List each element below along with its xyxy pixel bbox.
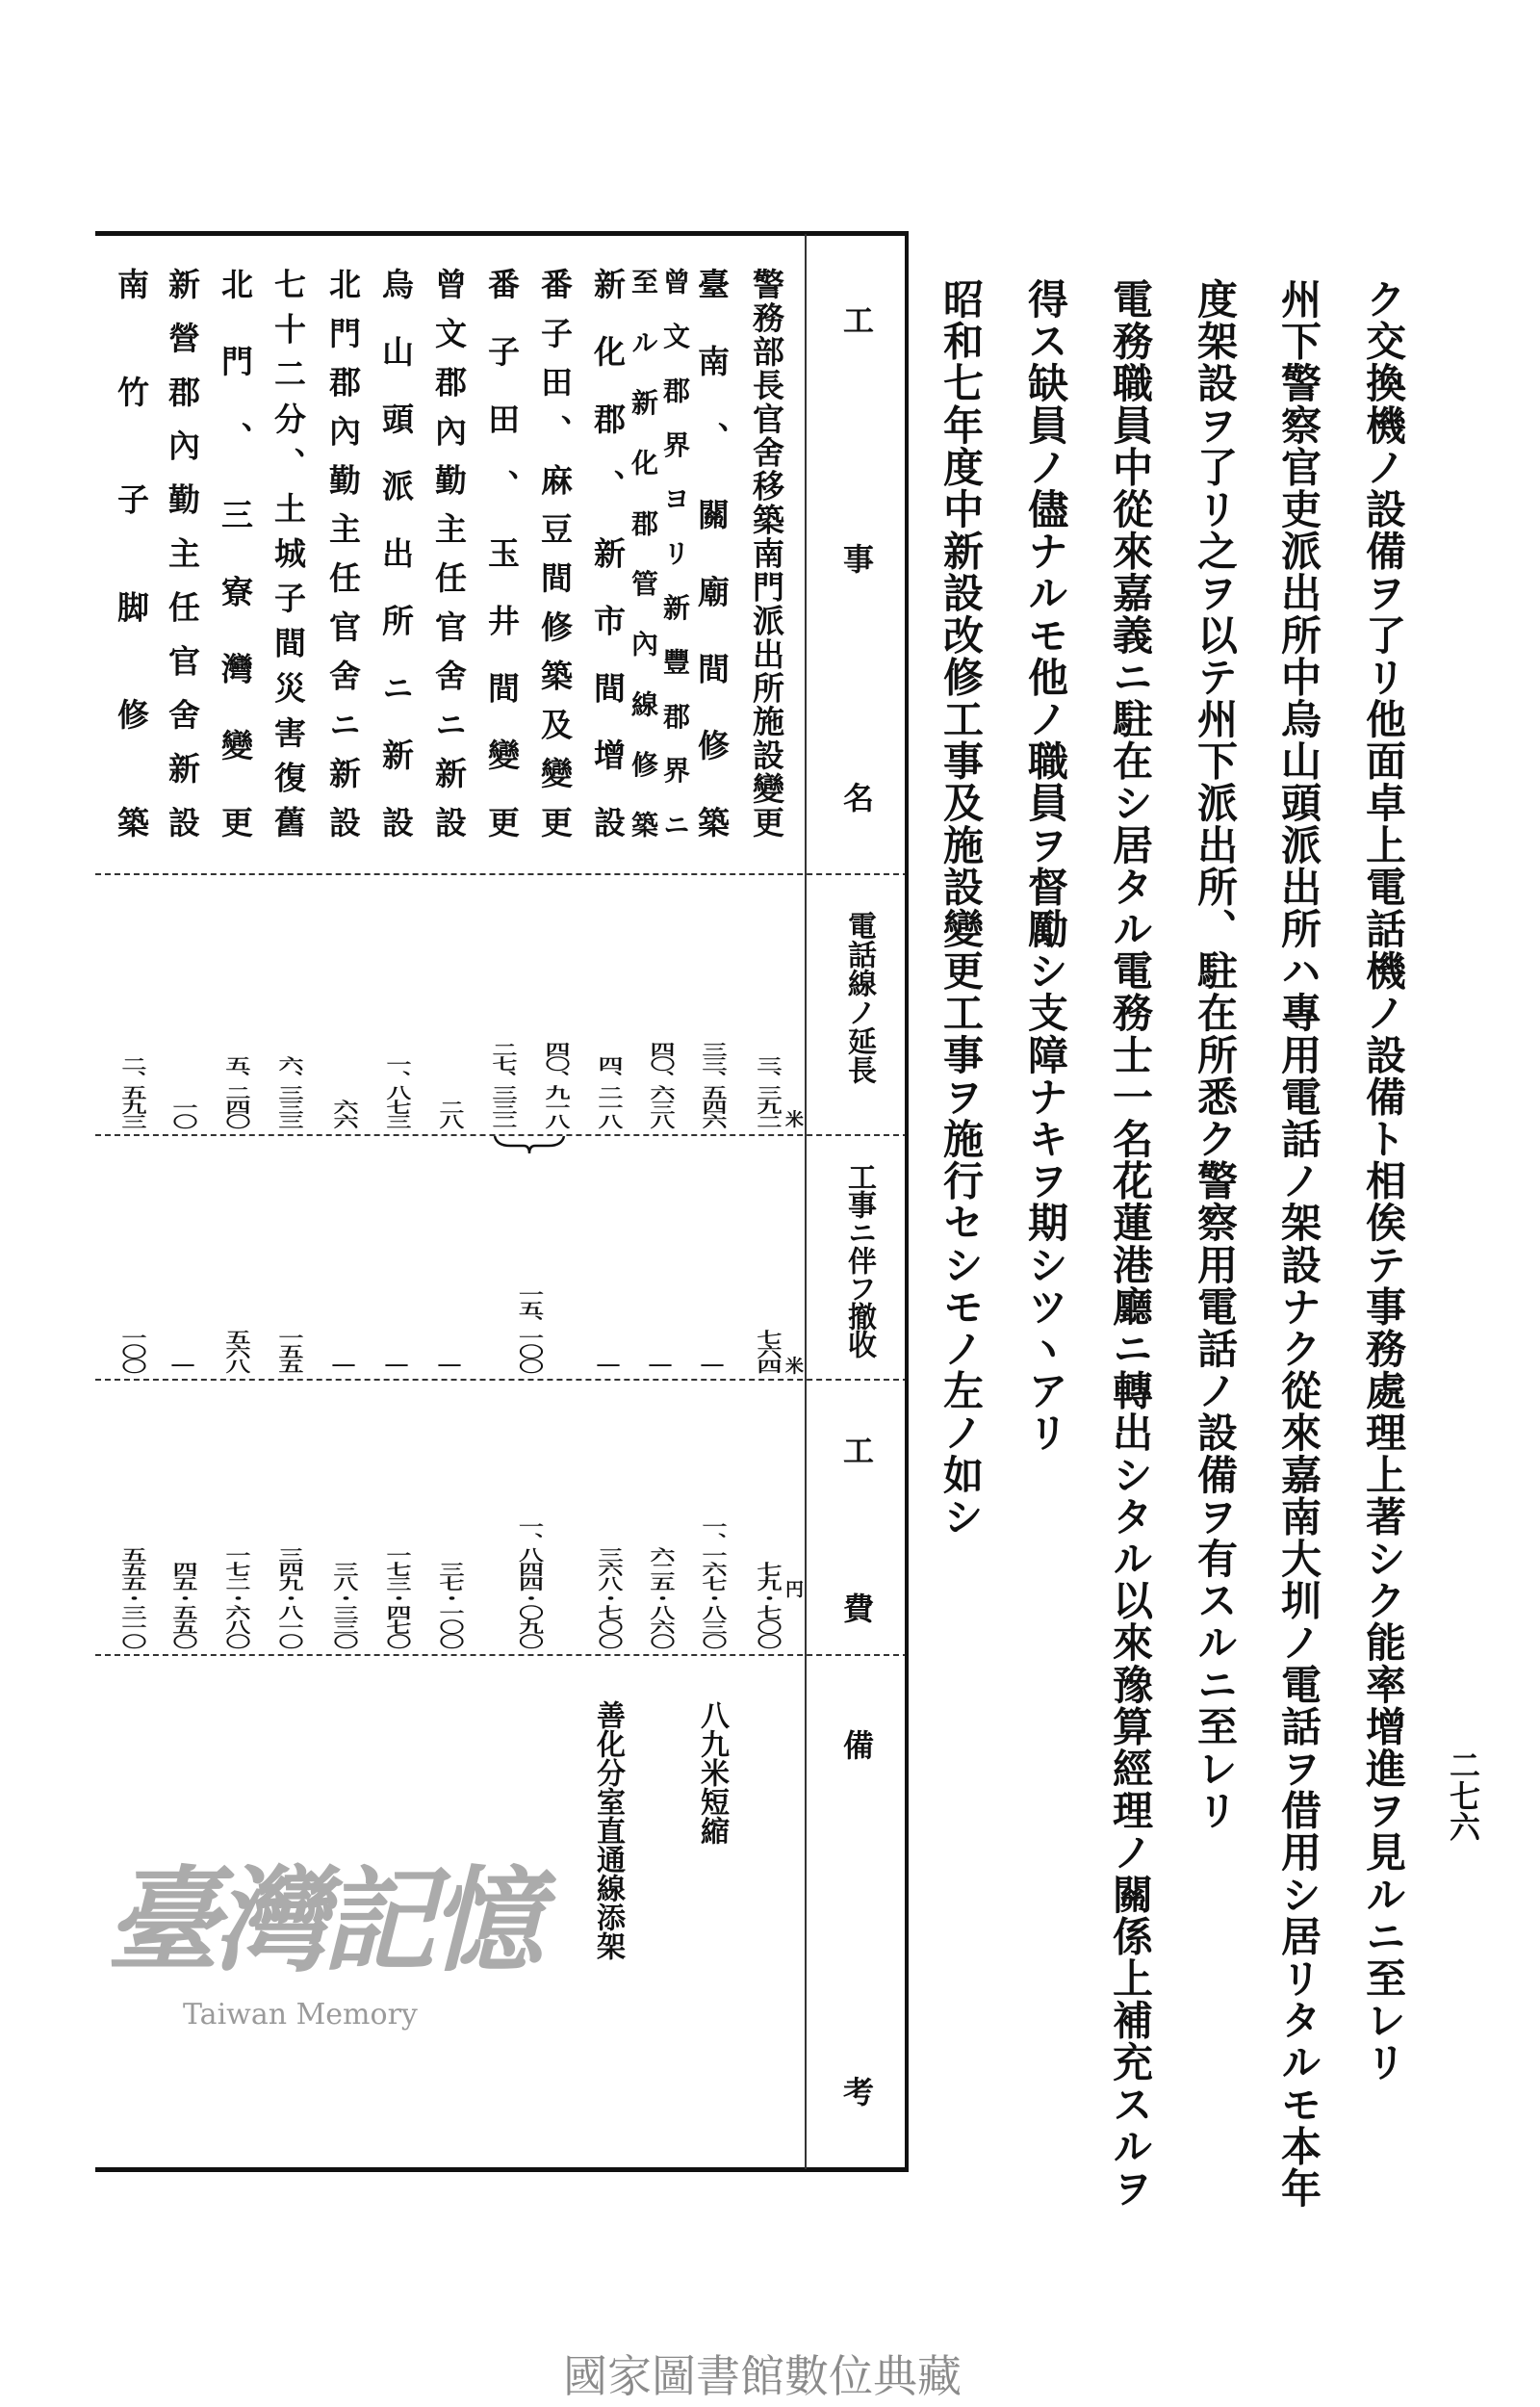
table-row-name-text: 番子田、玉井間變更 [483,268,521,838]
table-row-receipt-text: — [168,1356,197,1373]
table-row-name [628,268,691,838]
table-row-name-text: 曾文郡內勤主任官舍ニ新設 [430,268,468,838]
table-row-remark-text: 八九米短縮 [695,1700,729,1845]
table-row-cost [434,1504,463,1648]
table-row-cost [220,1480,249,1648]
table-row-receipt [381,1345,410,1373]
table-row-receipt-text: — [435,1356,464,1373]
table-row-cost [697,1432,726,1648]
table-row-length [697,984,726,1128]
body-text-column: 州下警察官吏派出所中烏山頭派出所ハ專用電話ノ架設ナク從來嘉南大圳ノ電話ヲ借用シ居リタルモ本年 [1275,278,1322,2210]
table-row-name [269,268,307,838]
length-unit: 米 [785,1109,805,1130]
body-text-column: 度架設ヲ了リ之ヲ以テ州下派出所、駐在所悉ク警察用電話ノ設備ヲ有スルニ至レリ [1192,278,1239,1832]
table-row-cost-text: 一七三・四七〇 [382,1547,411,1648]
table-row-length-text: 三、三九二 [753,1056,782,1128]
table-row-receipt [697,1345,726,1373]
table-row-receipt-text: 一〇〇 [117,1330,146,1373]
header-name-label: 工 [842,302,874,339]
table-row-length-text: 四、二一八 [594,1056,623,1128]
table-row-receipt-text: 一五五 [274,1330,303,1373]
table-row-length [752,1008,781,1128]
header-length-label: 電話線ノ延長 [842,911,876,1084]
table-row-length [593,1008,622,1128]
header-remarks-label: 考 [842,2074,874,2110]
table-row-receipt-text: 五六八 [221,1330,250,1373]
table-row-cost-text: 三四九・八一〇 [274,1547,303,1648]
table-row-name-text: 南竹子脚修築 [113,268,150,838]
table-row-name [376,268,415,838]
archive-footer: 國家圖書館數位典藏 [563,2350,962,2402]
table-row-name-line: 至ル新化郡管內線修築 [628,268,659,838]
table-row-remark [695,1700,728,1845]
table-row-receipt-text: — [594,1356,623,1373]
table-row-receipt [752,1301,781,1373]
table-row-name [747,268,785,838]
table-row-length-text: 四〇、六三八 [646,1042,675,1128]
table-row-receipt-text: 一五、一〇〇 [514,1286,544,1373]
receipt-unit: 米 [785,1356,805,1377]
table-row-receipt [593,1345,622,1373]
header-name-label: 名 [842,780,874,816]
table-row-cost [273,1480,302,1648]
table-row-cost [593,1480,622,1648]
table-row-length-text: 三三、五四六 [698,1042,727,1128]
watermark-subtitle: Taiwan Memory [183,1998,418,2032]
header-cost-label: 工 [842,1433,874,1469]
table-row-length [328,1080,357,1128]
table-row-receipt [514,1229,543,1373]
table-row-cost-text: 三六八・七〇〇 [594,1547,623,1648]
header-receipt-label: 工事ニ伴フ撤收 [842,1162,876,1358]
table-row-cost [328,1504,357,1648]
table-row-cost [514,1432,543,1648]
body-text-column: 昭和七年度中新設改修工事及施設變更工事ヲ施行セシモノ左ノ如シ [937,278,985,1538]
header-cost-label: 費 [842,1591,874,1627]
table-row-receipt-text: 七六四 [753,1330,782,1373]
table-row-receipt [220,1301,249,1373]
header-remarks-label: 備 [842,1727,874,1764]
table-row-receipt-text: — [382,1356,411,1373]
table-row-name-text: 新化郡、新市間增設 [589,268,627,838]
table-row-length-text: 一、八七三 [382,1056,411,1128]
body-text-column: 得ス缺員ノ儘ナルモ他ノ職員ヲ督勵シ支障ナキヲ期シツヽアリ [1022,278,1069,1454]
table-header-divider [805,234,807,2169]
table-divider [95,1654,909,1656]
brace-mark [491,1132,568,1157]
table-divider [95,1379,909,1381]
table-row-cost-text: 七九・七〇〇 [753,1562,782,1648]
table-row-name [535,268,574,838]
table-row-cost-text: 三七・一〇〇 [435,1562,464,1648]
table-row-length-text: 六六 [329,1100,358,1128]
table-row-cost-text: 六二五・八六〇 [646,1547,675,1648]
table-row-length [540,984,569,1128]
table-row-name-text: 新營郡內勤主任官舍新設 [164,268,201,838]
table-row-remark-text: 善化分室直通線添架 [591,1700,625,1960]
table-row-receipt [167,1345,196,1373]
table-row-name [112,268,150,838]
table-row-cost-text: 一、八四四・〇九〇 [514,1518,544,1648]
table-row-length [167,1080,196,1128]
table-row-name-text: 警務部長官舍移築南門派出所施設變更 [748,268,785,838]
table-row-name-text: 臺南、關廟間修築 [693,268,731,838]
table-row-receipt-text: — [329,1356,358,1373]
table-row-length [381,1008,410,1128]
table-row-name-text: 番子田、麻豆間修築及變更 [536,268,574,838]
table-row-receipt [434,1345,463,1373]
table-row-receipt-text: — [698,1356,727,1373]
table-row-length-text: 二七、三三二 [488,1042,517,1128]
table-row-cost [752,1504,781,1648]
table-row-length [273,1008,302,1128]
table-row-length-text: 六、三三三 [274,1056,303,1128]
table-row-length-text: 二八 [435,1100,464,1128]
header-name-label: 事 [842,541,874,578]
table-row-receipt [273,1301,302,1373]
table-row-length [434,1080,463,1128]
table-row-name-text: 北門、三寮灣變更 [217,268,254,838]
table-row-name [692,268,731,838]
page-number: 二七六 [1445,1749,1481,1842]
table-row-length-text: 五、二四〇 [221,1056,250,1128]
table-row-name [216,268,254,838]
table-row-length [220,1008,249,1128]
table-row-cost [167,1504,196,1648]
table-row-name-line: 曾文郡界ヨリ新豐郡界ニ [659,268,691,838]
table-row-length [487,984,516,1128]
table-row-name-text: 北門郡內勤主任官舍ニ新設 [324,268,362,838]
table-right-border [905,231,909,2172]
table-row-name [482,268,521,838]
table-row-length [645,984,674,1128]
table-bottom-border [95,2167,909,2172]
table-row-name [429,268,468,838]
table-row-length-text: 二、五九三 [117,1056,146,1128]
table-row-cost-text: 五五五・三一〇 [117,1547,146,1648]
table-row-receipt [645,1345,674,1373]
body-text-column: 電務職員中從來嘉義ニ駐在シ居タル電務士一名花蓮港廳ニ轉出シタル以來豫算經理ノ關係上補充スルヲ [1107,278,1154,2210]
table-row-name-text: 七十二分、土城子間災害復舊 [270,268,307,838]
body-text-column: ク交換機ノ設備ヲ了リ他面卓上電話機ノ設備ト相俟テ事務處理上著シク能率增進ヲ見ルニ至レリ [1360,278,1407,2083]
table-row-cost-text: 四五・五五〇 [168,1562,197,1648]
table-row-cost [116,1480,145,1648]
table-row-length [116,1008,145,1128]
table-row-name [323,268,362,838]
table-row-cost-text: 一、一六七・八三〇 [698,1518,727,1648]
table-row-cost [381,1480,410,1648]
table-row-name [588,268,627,838]
table-row-length-text: 一〇 [168,1100,197,1128]
table-row-remark [591,1700,624,1960]
table-row-cost [645,1480,674,1648]
table-row-length-text: 四〇、九一八 [541,1042,570,1128]
table-row-name [163,268,201,838]
table-row-cost-text: 三八・三三〇 [329,1562,358,1648]
cost-unit: 円 [785,1579,805,1600]
table-row-cost-text: 一七二・六八〇 [221,1547,250,1648]
table-row-receipt [116,1301,145,1373]
table-top-border [95,231,909,236]
table-row-receipt-text: — [646,1356,675,1373]
table-divider [95,873,909,875]
table-row-name-text: 烏山頭派出所ニ新設 [377,268,415,838]
table-row-receipt [328,1345,357,1373]
watermark-logo: 臺灣記憶 [106,1853,538,1987]
